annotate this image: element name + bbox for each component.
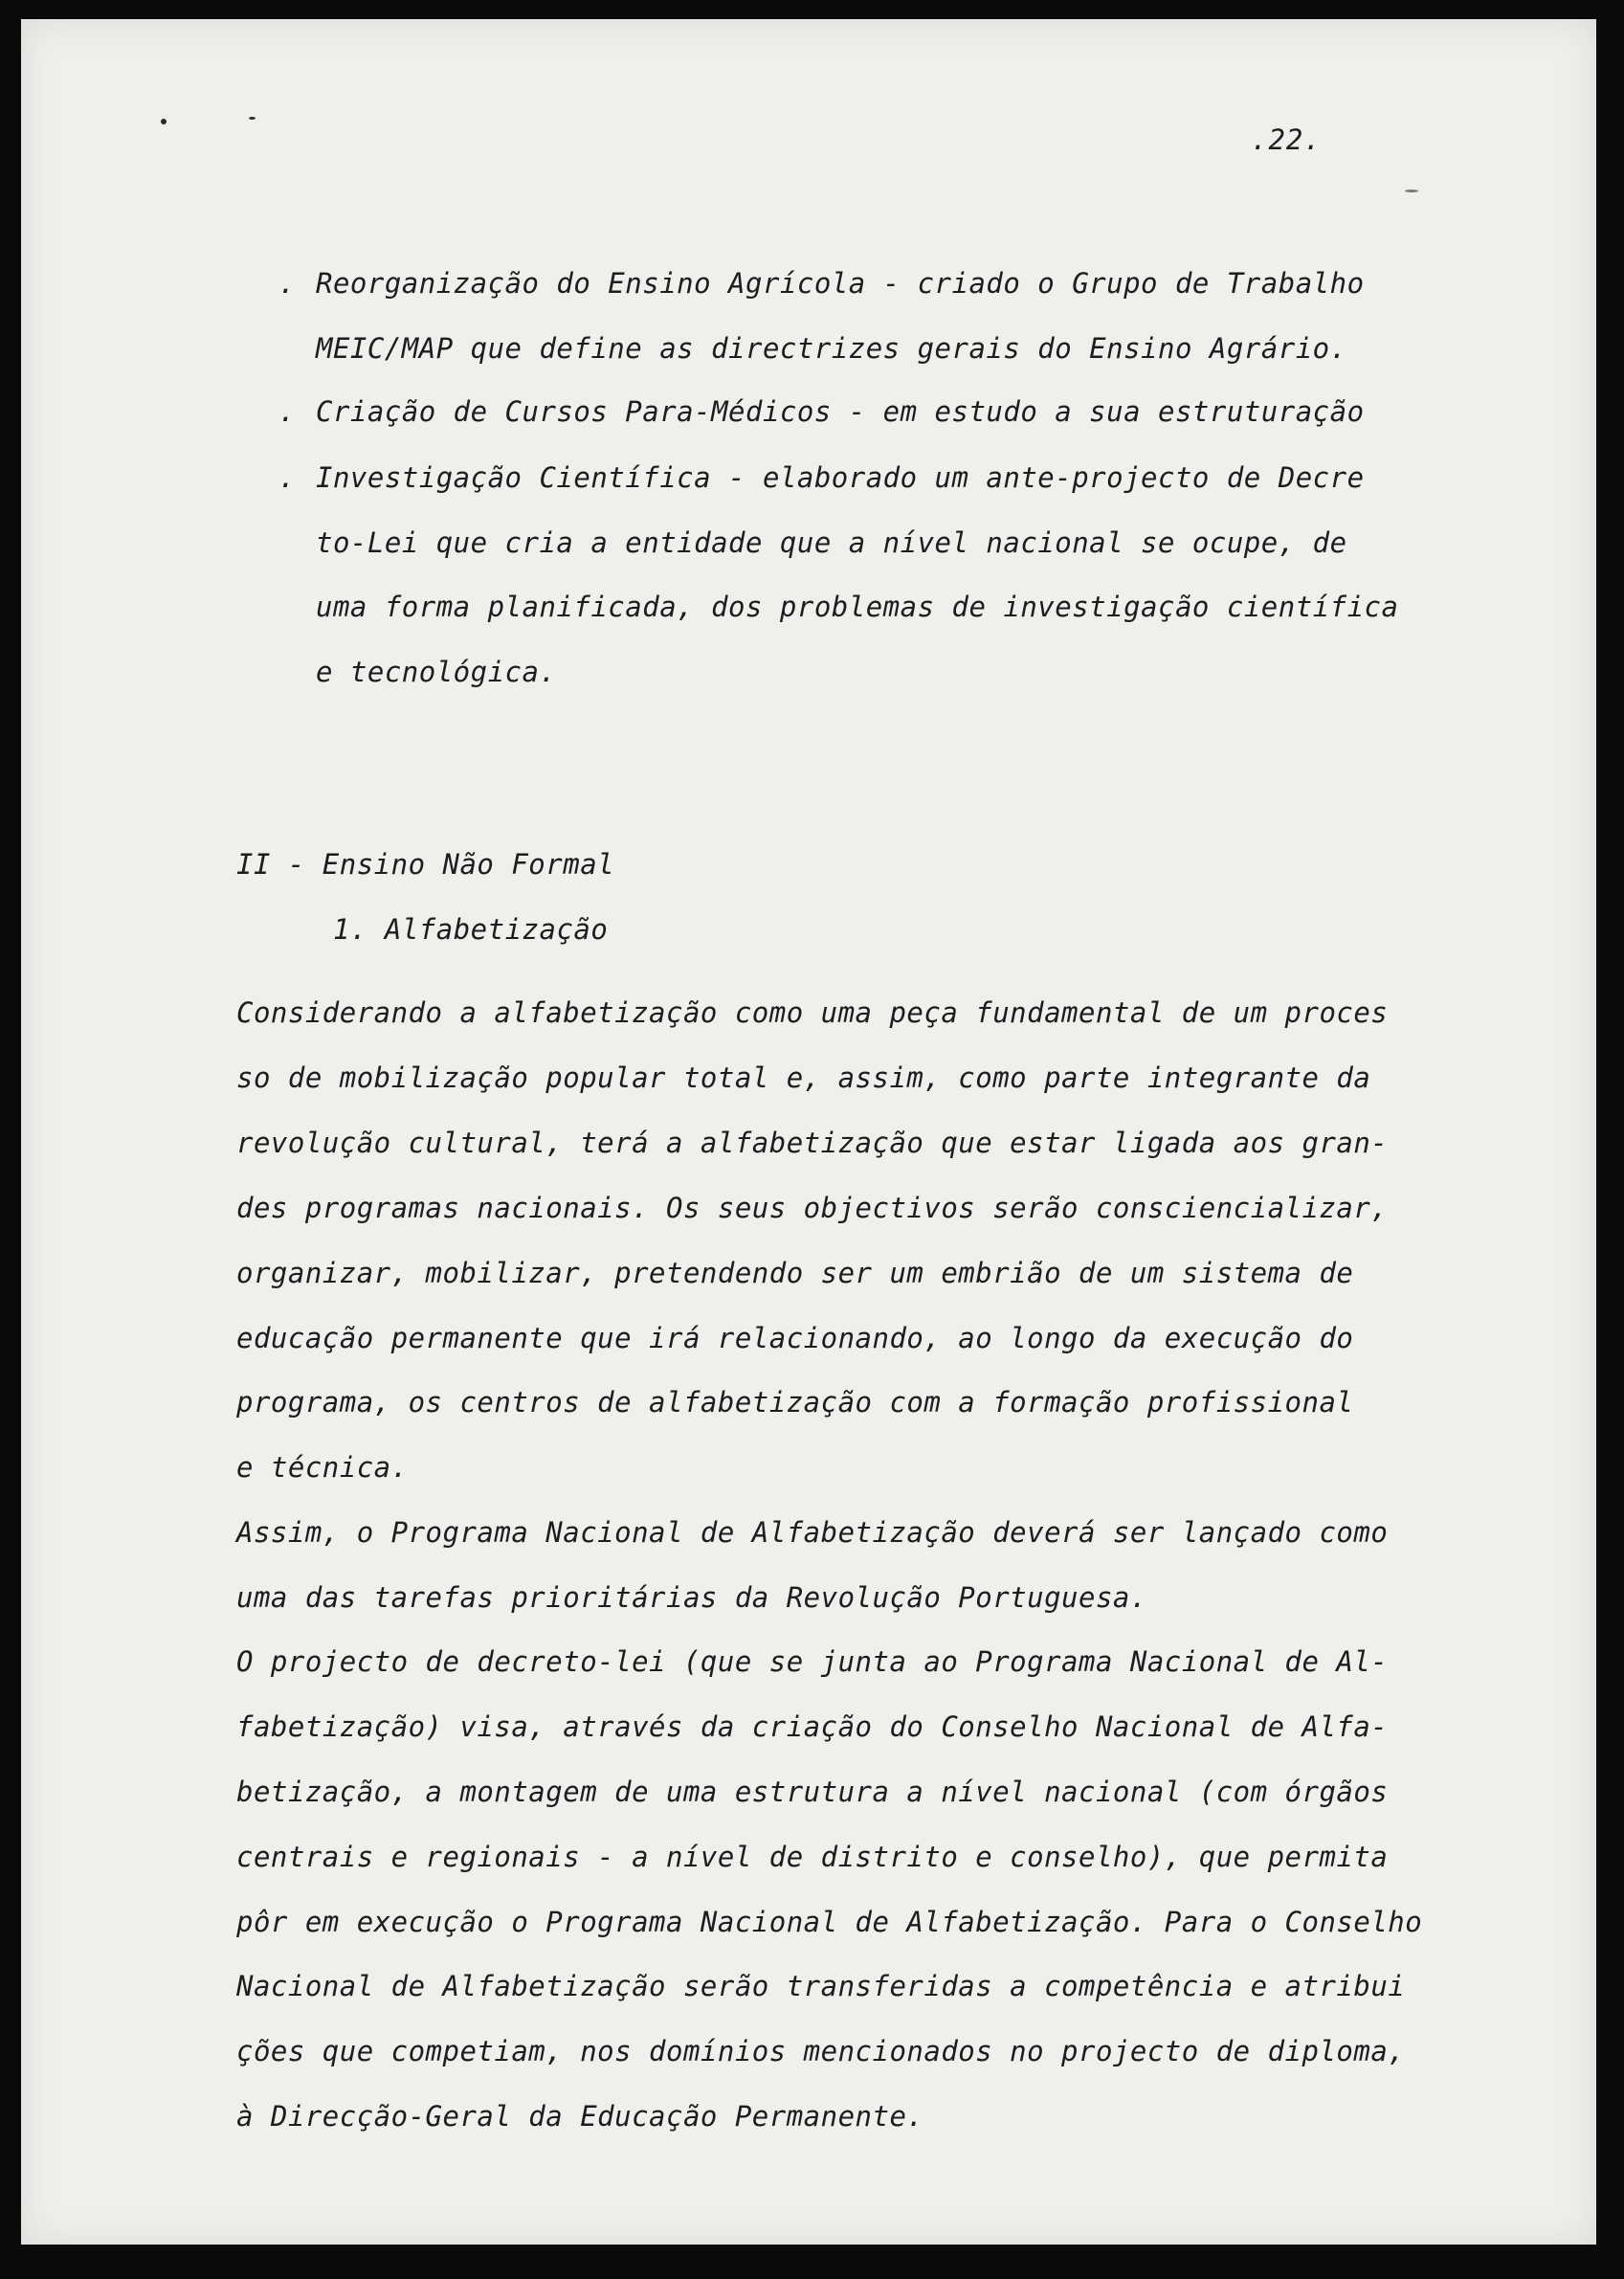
paragraph-line: fabetização) visa, através da criação do Conselho Nacional de Alfa-: [236, 1710, 1389, 1743]
paragraph-line: à Direcção-Geral da Educação Permanente.: [236, 2100, 924, 2133]
paragraph-line: ções que competiam, nos domínios mencionados no projecto de diploma,: [236, 2035, 1406, 2067]
bullet-marker: .: [278, 461, 296, 494]
page-number: .22.: [1251, 123, 1322, 156]
stray-mark: [249, 117, 256, 120]
bullet-line: uma forma planificada, dos problemas de investigação científica: [316, 591, 1399, 623]
paragraph-line: des programas nacionais. Os seus objectivos serão consciencializar,: [236, 1192, 1389, 1224]
paragraph-line: so de mobilização popular total e, assim, como parte integrante da: [236, 1061, 1371, 1094]
bullet-line: MEIC/MAP que define as directrizes gerais do Ensino Agrário.: [316, 332, 1347, 365]
section-subheading: 1. Alfabetização: [333, 913, 609, 946]
document-page: [21, 19, 1596, 2245]
paragraph-line: organizar, mobilizar, pretendendo ser um embrião de um sistema de: [236, 1257, 1354, 1289]
bullet-line: to-Lei que cria a entidade que a nível nacional se ocupe, de: [316, 526, 1347, 559]
paragraph-line: pôr em execução o Programa Nacional de Alfabetização. Para o Conselho: [236, 1906, 1423, 1938]
paragraph-line: betização, a montagem de uma estrutura a nível nacional (com órgãos: [236, 1776, 1389, 1808]
bullet-line: Investigação Científica - elaborado um ante-projecto de Decre: [316, 461, 1365, 494]
paragraph-line: revolução cultural, terá a alfabetização que estar ligada aos gran-: [236, 1127, 1389, 1159]
paragraph-line: Considerando a alfabetização como uma peça fundamental de um proces: [236, 996, 1389, 1029]
paragraph-line: O projecto de decreto-lei (que se junta ao Programa Nacional de Al-: [236, 1645, 1389, 1678]
bullet-line: Reorganização do Ensino Agrícola - criado o Grupo de Trabalho: [316, 267, 1365, 300]
paragraph-line: programa, os centros de alfabetização com a formação profissional: [236, 1386, 1354, 1419]
bullet-line: Criação de Cursos Para-Médicos - em estudo a sua estruturação: [316, 395, 1365, 428]
bullet-marker: .: [278, 267, 296, 300]
section-heading: II - Ensino Não Formal: [236, 848, 615, 881]
paragraph-line: Assim, o Programa Nacional de Alfabetização deverá ser lançado como: [236, 1516, 1389, 1549]
stray-mark: [1405, 190, 1418, 192]
paragraph-line: centrais e regionais - a nível de distrito e conselho), que permita: [236, 1841, 1389, 1873]
paragraph-line: Nacional de Alfabetização serão transferidas a competência e atribui: [236, 1970, 1406, 2002]
paragraph-line: uma das tarefas prioritárias da Revolução Portuguesa.: [236, 1581, 1147, 1614]
paragraph-line: educação permanente que irá relacionando, ao longo da execução do: [236, 1322, 1354, 1354]
stray-mark: [161, 119, 167, 124]
paragraph-line: e técnica.: [236, 1451, 409, 1484]
bullet-line: e tecnológica.: [316, 656, 557, 688]
bullet-marker: .: [278, 395, 296, 428]
